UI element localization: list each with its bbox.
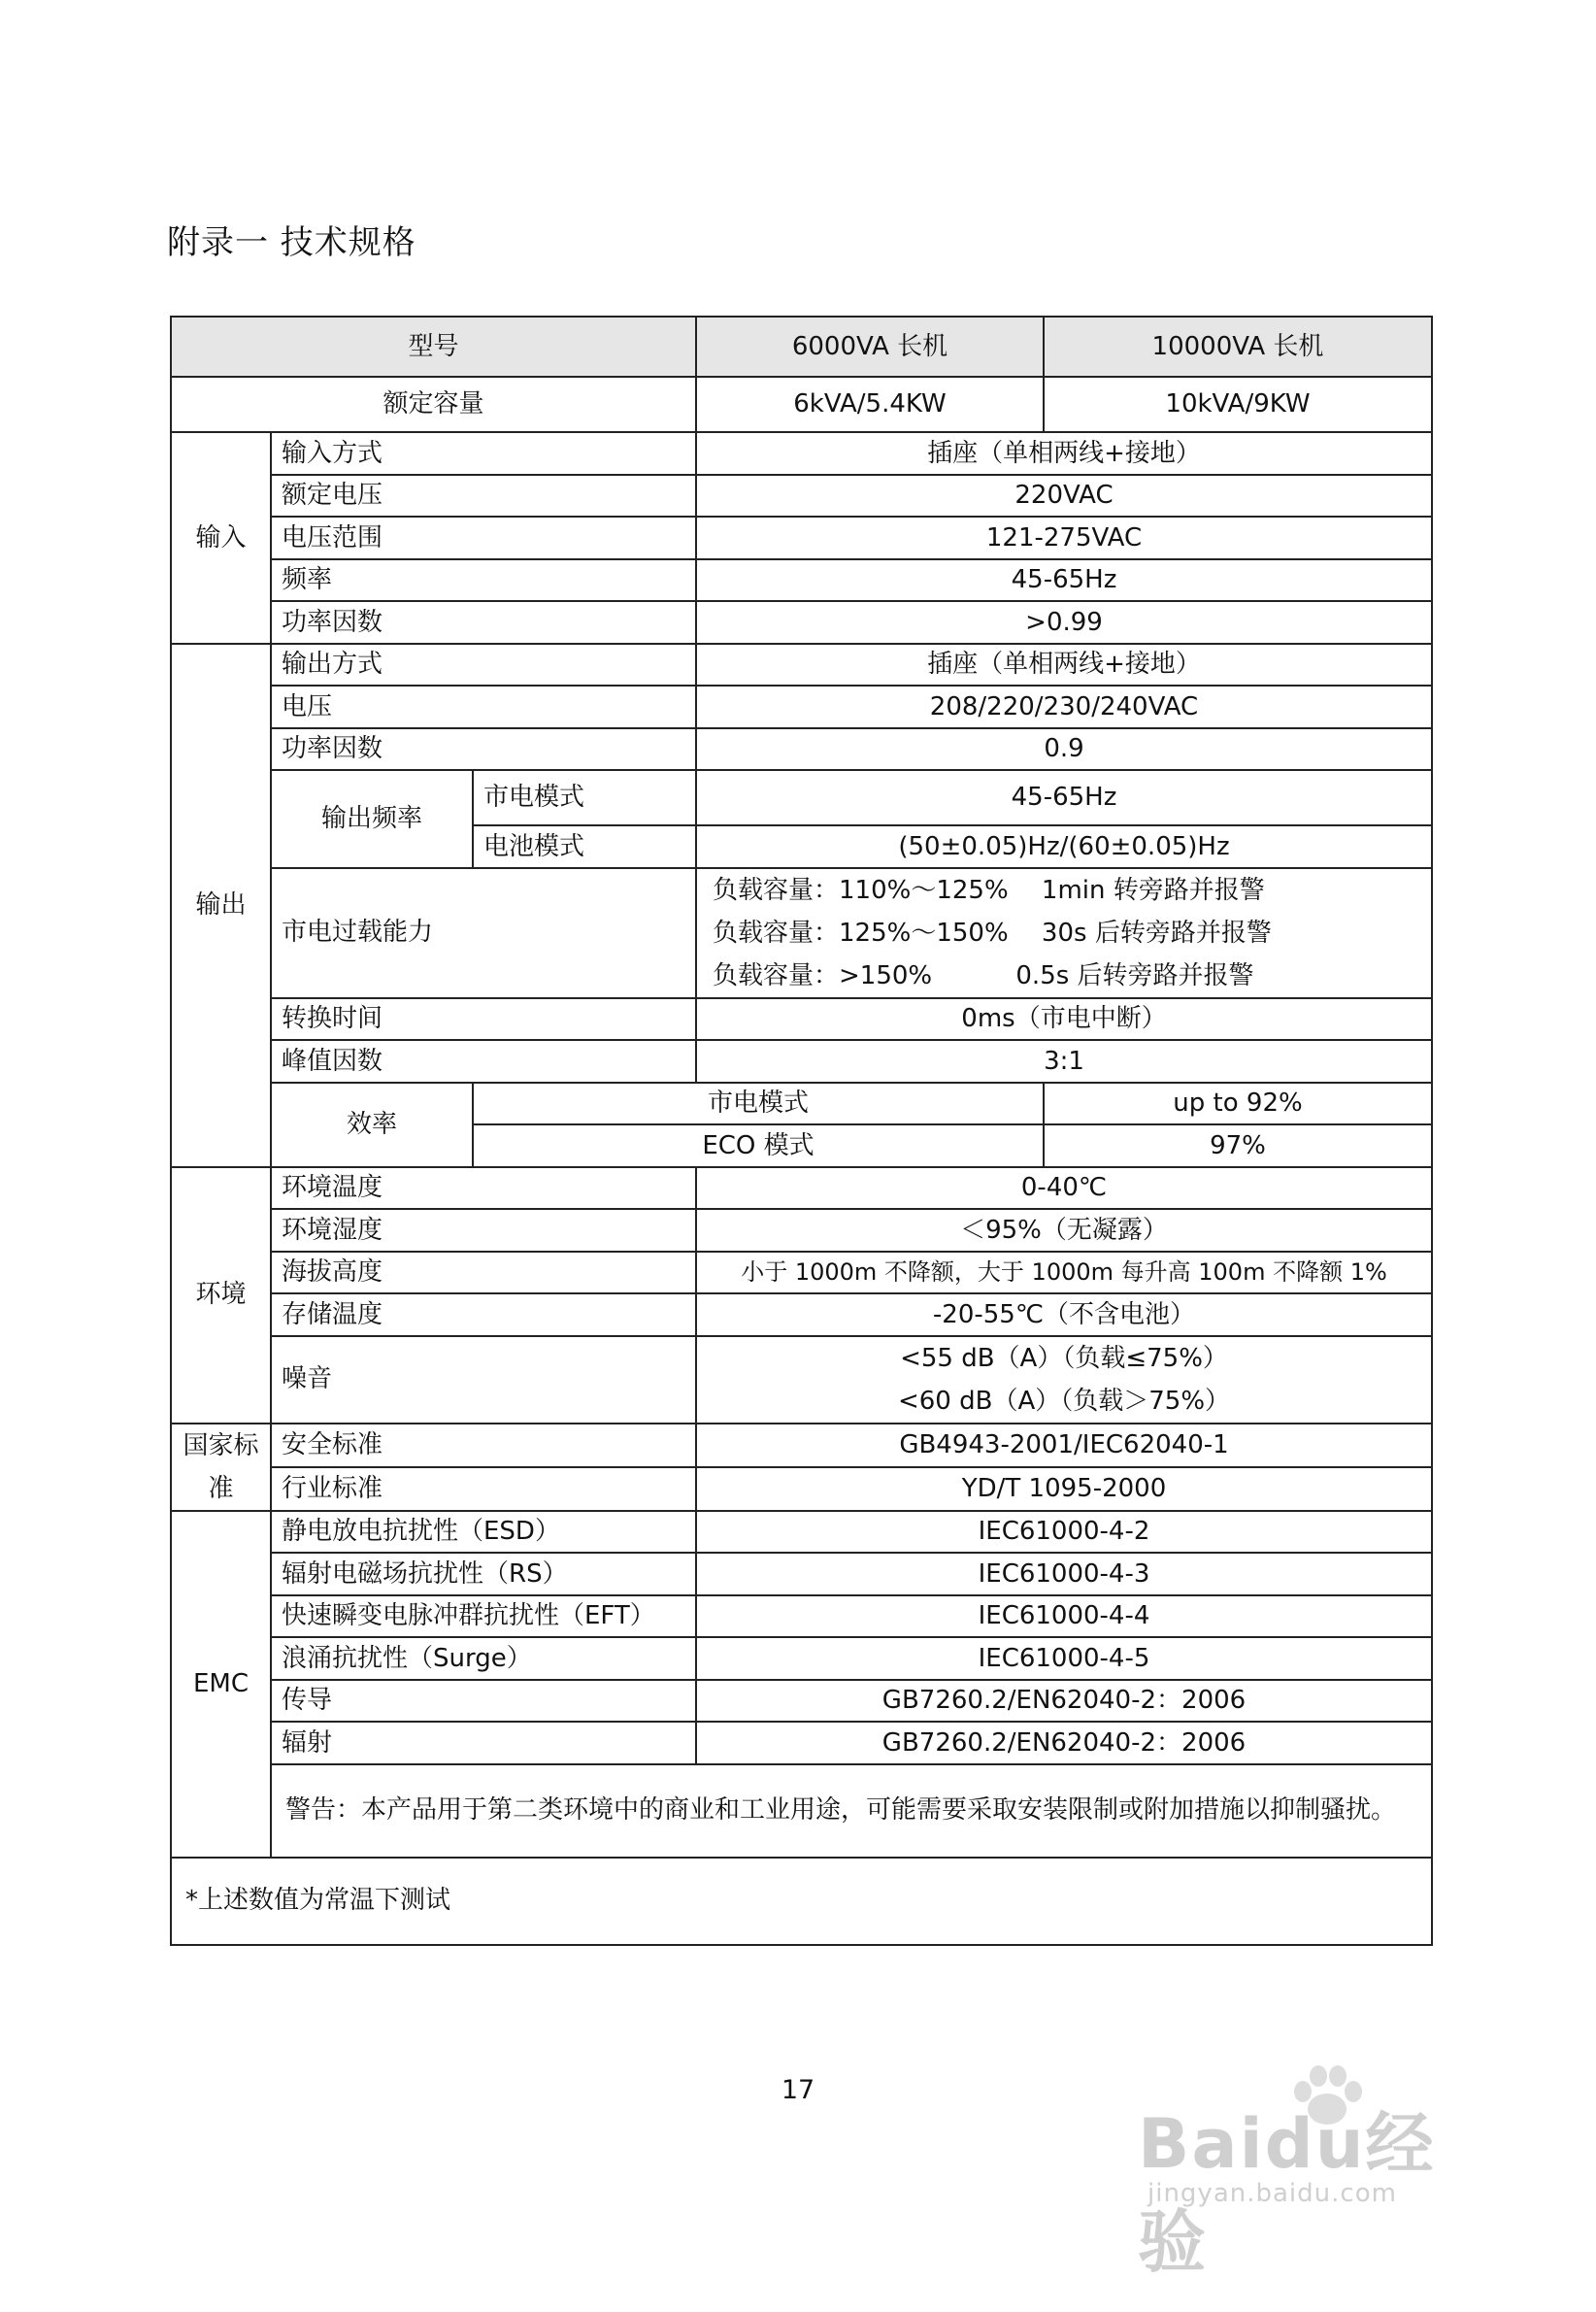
table-row (171, 1424, 1432, 1467)
table-row (171, 1467, 1432, 1511)
rated-capacity-6000va: 6kVA/5.4KW (696, 377, 1044, 432)
row-label: 辐射 (271, 1722, 696, 1764)
row-value: up to 92% (1044, 1083, 1432, 1125)
row-value: 0.9 (696, 728, 1432, 771)
table-row (171, 1764, 1432, 1858)
table-row (171, 1167, 1432, 1210)
table-row (171, 1595, 1432, 1638)
row-label: 静电放电抗扰性（ESD） (271, 1511, 696, 1554)
table-row (171, 517, 1432, 559)
overload-line: 负载容量：125%～150% 30s 后转旁路并报警 (713, 918, 1272, 948)
header-6000va: 6000VA 长机 (696, 317, 1044, 377)
table-row (171, 770, 1432, 825)
row-value: 208/220/230/240VAC (696, 686, 1432, 728)
table-row (171, 1722, 1432, 1764)
table-row (171, 1336, 1432, 1424)
row-value: 97% (1044, 1124, 1432, 1167)
rated-capacity-label: 额定容量 (171, 377, 696, 432)
rated-capacity-row (171, 377, 1432, 432)
row-value: 插座（单相两线+接地） (696, 644, 1432, 687)
row-value: 121-275VAC (696, 517, 1432, 559)
row-value: GB7260.2/EN62040-2：2006 (696, 1722, 1432, 1764)
table-row (171, 601, 1432, 644)
emc-warning: 警告：本产品用于第二类环境中的商业和工业用途，可能需要采取安装限制或附加措施以抑制骚扰。 (271, 1764, 1432, 1858)
row-value: IEC61000-4-2 (696, 1511, 1432, 1554)
row-value: 插座（单相两线+接地） (696, 432, 1432, 475)
row-sublabel: 电池模式 (473, 825, 696, 868)
row-label: 海拔高度 (271, 1252, 696, 1294)
row-value: -20-55℃（不含电池） (696, 1293, 1432, 1336)
row-label: 安全标准 (271, 1424, 696, 1467)
row-sublabel: 市电模式 (473, 770, 696, 825)
overload-line: 负载容量：110%～125% 1min 转旁路并报警 (713, 875, 1265, 905)
row-label: ECO 模式 (473, 1124, 1044, 1167)
baidu-watermark (1138, 2062, 1497, 2282)
row-value: (50±0.05)Hz/(60±0.05)Hz (696, 825, 1432, 868)
row-label: 快速瞬变电脉冲群抗扰性（EFT） (271, 1595, 696, 1638)
row-label: 输入方式 (271, 432, 696, 475)
category-input: 输入 (171, 432, 271, 644)
overload-values (696, 868, 1432, 998)
category-efficiency: 效率 (271, 1083, 473, 1167)
table-row (171, 475, 1432, 518)
table-row (171, 1083, 1432, 1125)
table-row (171, 1553, 1432, 1595)
rated-capacity-10000va: 10kVA/9KW (1044, 377, 1432, 432)
table-row (171, 1252, 1432, 1294)
category-output: 输出 (171, 644, 271, 1167)
table-row (171, 432, 1432, 475)
row-label: 功率因数 (271, 601, 696, 644)
output-frequency-label: 输出频率 (271, 770, 473, 868)
row-label: 辐射电磁场抗扰性（RS） (271, 1553, 696, 1595)
row-label: 峰值因数 (271, 1040, 696, 1083)
row-value: >0.99 (696, 601, 1432, 644)
category-emc: EMC (171, 1511, 271, 1858)
row-label: 频率 (271, 559, 696, 602)
row-value: 0-40℃ (696, 1167, 1432, 1210)
page-title: 附录一 技术规格 (167, 223, 416, 262)
row-label: 存储温度 (271, 1293, 696, 1336)
row-value: 45-65Hz (696, 770, 1432, 825)
row-label: 输出方式 (271, 644, 696, 687)
noise-values (696, 1336, 1432, 1424)
noise-line: <60 dB（A）（负载＞75%） (897, 1386, 1231, 1416)
row-label: 额定电压 (271, 475, 696, 518)
table-row (171, 686, 1432, 728)
table-row (171, 868, 1432, 998)
table-row (171, 998, 1432, 1041)
row-value: IEC61000-4-3 (696, 1553, 1432, 1595)
row-value: 0ms（市电中断） (696, 998, 1432, 1041)
footnote: *上述数值为常温下测试 (171, 1858, 1432, 1945)
header-model: 型号 (171, 317, 696, 377)
table-row (171, 1209, 1432, 1252)
overload-line: 负载容量：>150% 0.5s 后转旁路并报警 (713, 960, 1254, 990)
row-label: 浪涌抗扰性（Surge） (271, 1637, 696, 1680)
table-header-row (171, 317, 1432, 377)
row-label: 行业标准 (271, 1467, 696, 1511)
row-label: 功率因数 (271, 728, 696, 771)
row-value: ＜95%（无凝露） (696, 1209, 1432, 1252)
table-row (171, 728, 1432, 771)
note-row (171, 1858, 1432, 1945)
table-row (171, 1511, 1432, 1554)
table-row (171, 644, 1432, 687)
row-label: 噪音 (271, 1336, 696, 1424)
row-label: 传导 (271, 1680, 696, 1723)
row-value: GB4943-2001/IEC62040-1 (696, 1424, 1432, 1467)
row-value: IEC61000-4-4 (696, 1595, 1432, 1638)
watermark-url: jingyan.baidu.com (1147, 2179, 1397, 2208)
table-row (171, 1293, 1432, 1336)
row-value: GB7260.2/EN62040-2：2006 (696, 1680, 1432, 1723)
row-label: 市电模式 (473, 1083, 1044, 1125)
table-row (171, 559, 1432, 602)
row-label: 环境湿度 (271, 1209, 696, 1252)
row-value: 45-65Hz (696, 559, 1432, 602)
row-value: 220VAC (696, 475, 1432, 518)
row-label: 市电过载能力 (271, 868, 696, 998)
watermark-logo-text: Baidu经验 (1138, 2104, 1436, 2282)
table-row (171, 1637, 1432, 1680)
row-value: IEC61000-4-5 (696, 1637, 1432, 1680)
noise-line: <55 dB（A）（负载≤75%） (900, 1343, 1228, 1373)
row-value: 小于 1000m 不降额，大于 1000m 每升高 100m 不降额 1% (696, 1252, 1432, 1294)
table-row (171, 1040, 1432, 1083)
category-environment: 环境 (171, 1167, 271, 1424)
row-label: 电压范围 (271, 517, 696, 559)
row-label: 电压 (271, 686, 696, 728)
spec-table (170, 316, 1433, 1946)
row-label: 转换时间 (271, 998, 696, 1041)
row-value: 3:1 (696, 1040, 1432, 1083)
row-value: YD/T 1095-2000 (696, 1467, 1432, 1511)
page-number: 17 (781, 2075, 815, 2105)
table-row (171, 1680, 1432, 1723)
category-standards: 国家标准 (171, 1424, 271, 1511)
header-10000va: 10000VA 长机 (1044, 317, 1432, 377)
row-label: 环境温度 (271, 1167, 696, 1210)
